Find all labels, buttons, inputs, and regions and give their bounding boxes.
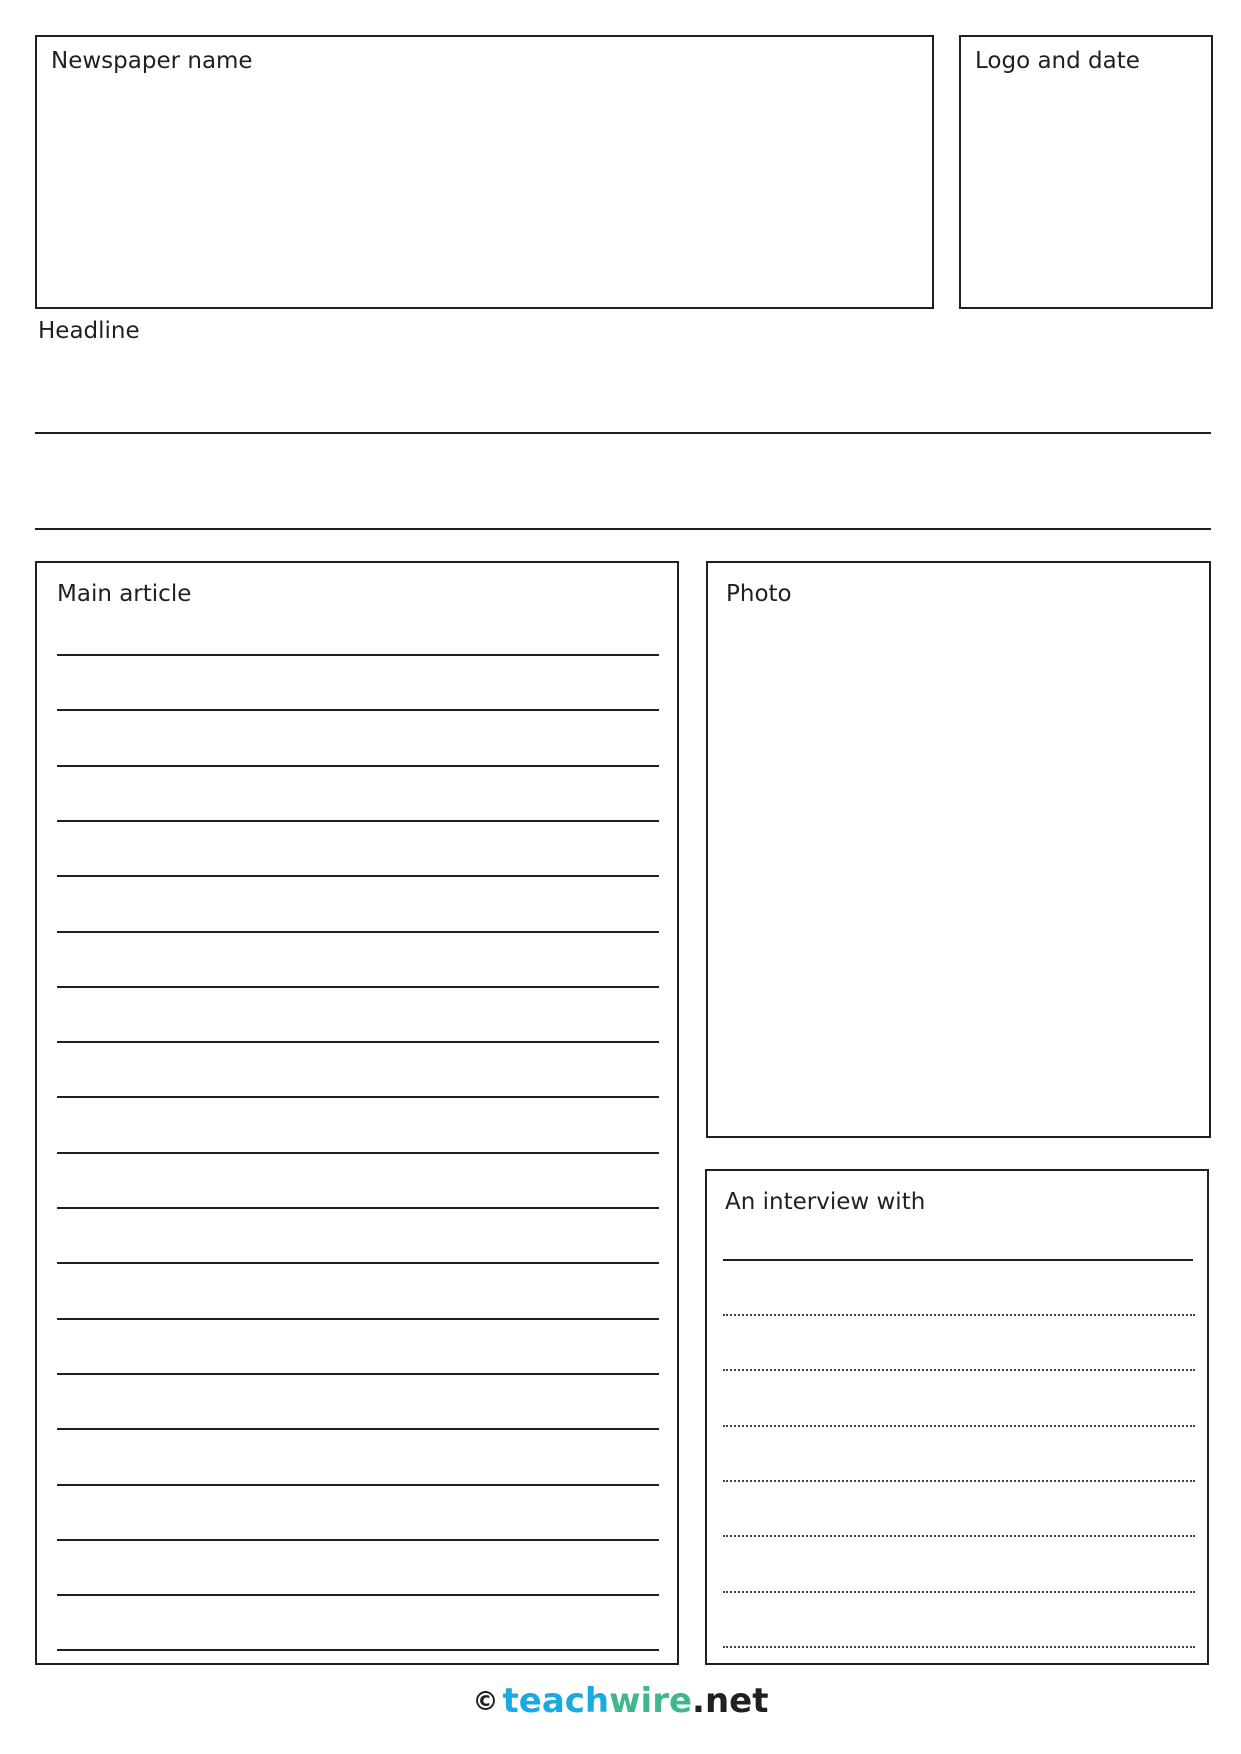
interview-dotted-line[interactable] (723, 1646, 1195, 1648)
article-writing-line[interactable] (57, 1484, 659, 1486)
photo-box[interactable] (706, 561, 1211, 1138)
article-writing-line[interactable] (57, 654, 659, 656)
article-writing-line[interactable] (57, 1096, 659, 1098)
article-writing-line[interactable] (57, 1041, 659, 1043)
headline-line-1[interactable] (35, 432, 1211, 434)
brand-teach: teach (502, 1681, 610, 1721)
article-writing-line[interactable] (57, 709, 659, 711)
interview-dotted-line[interactable] (723, 1591, 1195, 1593)
interview-dotted-line[interactable] (723, 1425, 1195, 1427)
article-writing-line[interactable] (57, 820, 659, 822)
article-writing-line[interactable] (57, 765, 659, 767)
article-writing-line[interactable] (57, 1152, 659, 1154)
photo-label: Photo (726, 581, 792, 607)
interview-dotted-line[interactable] (723, 1480, 1195, 1482)
article-writing-line[interactable] (57, 1318, 659, 1320)
main-article-label: Main article (57, 581, 192, 607)
article-writing-line[interactable] (57, 931, 659, 933)
headline-label: Headline (38, 318, 140, 344)
interview-dotted-line[interactable] (723, 1369, 1195, 1371)
interview-name-line[interactable] (723, 1259, 1193, 1261)
brand-net: .net (692, 1681, 769, 1721)
main-article-box[interactable] (35, 561, 679, 1665)
article-writing-line[interactable] (57, 1207, 659, 1209)
copyright-icon: © (472, 1687, 499, 1717)
logo-date-label: Logo and date (975, 48, 1140, 74)
newspaper-name-label: Newspaper name (51, 48, 253, 74)
interview-label: An interview with (725, 1189, 926, 1215)
article-writing-line[interactable] (57, 1428, 659, 1430)
article-writing-line[interactable] (57, 986, 659, 988)
article-writing-line[interactable] (57, 1649, 659, 1651)
article-writing-line[interactable] (57, 1373, 659, 1375)
article-writing-line[interactable] (57, 875, 659, 877)
logo-date-box[interactable] (959, 35, 1213, 309)
article-writing-line[interactable] (57, 1594, 659, 1596)
footer-brand (0, 1681, 1241, 1721)
interview-dotted-line[interactable] (723, 1535, 1195, 1537)
headline-line-2[interactable] (35, 528, 1211, 530)
article-writing-line[interactable] (57, 1539, 659, 1541)
interview-dotted-line[interactable] (723, 1314, 1195, 1316)
interview-box[interactable] (705, 1169, 1209, 1665)
article-writing-line[interactable] (57, 1262, 659, 1264)
newspaper-name-box[interactable] (35, 35, 934, 309)
brand-wire: wire (609, 1681, 693, 1721)
